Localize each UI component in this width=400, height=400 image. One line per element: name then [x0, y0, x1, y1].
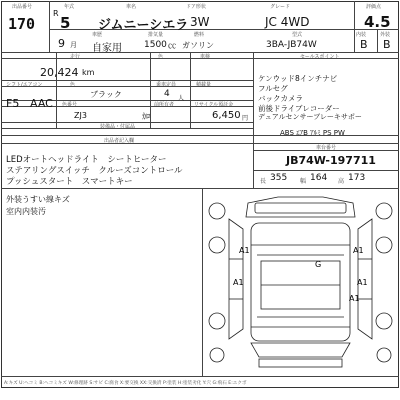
divider: [49, 29, 354, 30]
model-name-label: 車名: [126, 4, 137, 10]
mileage-unit: km: [82, 68, 95, 77]
width: 164: [310, 173, 328, 183]
divider: [49, 1, 50, 52]
interior-label: 内装: [356, 32, 367, 38]
year-era: R: [53, 9, 59, 18]
damage-mark: A1: [357, 278, 368, 287]
recycle-label: リサイクル預託金: [194, 102, 234, 108]
divider: [253, 52, 254, 135]
year: 5: [60, 14, 71, 32]
sales-point-item: フルセグ: [258, 84, 288, 93]
divider: [377, 29, 378, 52]
divider: [150, 52, 151, 128]
exterior-grade: B: [383, 38, 391, 51]
interior-grade: B: [360, 38, 368, 51]
color-row-label: 色: [70, 82, 76, 88]
divider: [1, 143, 399, 144]
length: 355: [270, 173, 288, 183]
model-code-label: 型式: [292, 32, 303, 38]
load-label: 積載量: [196, 82, 212, 88]
displacement-unit: ㏄: [168, 41, 176, 50]
score: 4.5: [364, 13, 391, 31]
car-damage-diagram: [203, 189, 398, 375]
seats: 4: [164, 89, 170, 99]
chassis-number: JB74W-197711: [286, 154, 376, 167]
damage-mark: A1: [233, 278, 244, 287]
notes-line: ステアリングスイッチ クルーズコントロール: [6, 166, 183, 176]
year-label: 年式: [64, 4, 75, 10]
exterior-label: 外装: [380, 32, 391, 38]
equipment-list: ABS ｴｱB ｱﾙﾐ PS PW: [280, 129, 345, 137]
damage-mark: A1: [349, 294, 360, 303]
height: 173: [348, 173, 366, 183]
grade: JC 4WD: [265, 15, 310, 29]
chassis-label: 車台番号: [316, 145, 337, 151]
month: 9: [58, 37, 65, 50]
door-label: ドア形状: [186, 4, 206, 10]
lot-number: 170: [8, 15, 36, 33]
sales-point-item: ケンウッド8インチナビ: [258, 74, 338, 83]
mileage: 20,424: [40, 66, 79, 79]
door-type: 3W: [190, 15, 210, 29]
damage-legend: A:キズ U:ヘコミ B:ヘコミキズ W:修理跡 S:サビ C:腐食 X:要交換 XX:交換済 P:塗装 H:塗装劣化 Y:穴 G:飛石 E:エクボ: [4, 381, 247, 386]
divider: [190, 52, 191, 128]
fuel: ガソリン: [182, 41, 214, 50]
month-unit: 月: [70, 41, 77, 49]
damage-mark: A1: [353, 246, 364, 255]
score-label: 評価点: [366, 4, 382, 10]
sales-point-item: バックカメラ: [258, 94, 303, 103]
height-label: 高: [338, 178, 345, 185]
notes-line: LEDオートヘッドライト シートヒーター: [6, 155, 167, 165]
notes-header: 出品者記入欄: [104, 138, 135, 144]
option-mark: ｶﾛ: [142, 112, 150, 121]
sales-point-item: デュアルセンサーブレーキサポー: [258, 113, 362, 121]
divider: [354, 1, 355, 52]
notes-line: プッシュスタート スマートキー: [6, 177, 133, 187]
shift-label: シフト/エアコン: [6, 82, 43, 88]
damage-mark: G: [315, 260, 322, 269]
seats-unit: 人: [178, 95, 185, 102]
divider: [1, 376, 399, 377]
sales-points-header: セールスポイント: [300, 54, 340, 60]
misc-label: 装備品・付属品: [100, 124, 136, 130]
recycle-fee: 6,450: [212, 110, 241, 121]
mileage-label: 走行: [70, 54, 81, 60]
inspection-label: 車検: [200, 54, 211, 60]
divider: [56, 52, 57, 128]
aircon: AAC: [30, 97, 53, 110]
sales-point-item: 前後ドライブレコーダー: [258, 104, 340, 113]
owner-label: 前所有者: [154, 102, 175, 108]
inspector-line: 外装うすい線キズ: [6, 195, 70, 204]
model-code: 3BA-JB74W: [266, 40, 317, 50]
length-label: 長: [260, 178, 267, 185]
fuel-label: 燃料: [194, 32, 205, 38]
divider: [253, 135, 254, 188]
displacement-label: 排気量: [148, 32, 164, 38]
usage: 自家用: [92, 43, 122, 54]
seats-label: 乗車定員: [156, 82, 177, 88]
model-name: ジムニーシエラ: [98, 18, 189, 33]
width-label: 幅: [300, 178, 307, 185]
grade-label: グレード: [270, 4, 291, 10]
damage-mark: A1: [239, 246, 250, 255]
usage-label: 車歴: [92, 32, 103, 38]
displacement: 1500: [144, 40, 167, 50]
recycle-unit: 円: [242, 115, 249, 122]
divider: [253, 170, 399, 171]
color-code: ZJ3: [74, 111, 87, 120]
lot-number-label: 出品番号: [12, 4, 33, 10]
color-code-label: 色番号: [62, 102, 78, 108]
inspector-line: 室内内装汚: [6, 207, 46, 216]
transmission: F5: [6, 97, 20, 110]
color: ブラック: [90, 90, 122, 99]
color-label: 色: [158, 54, 164, 60]
